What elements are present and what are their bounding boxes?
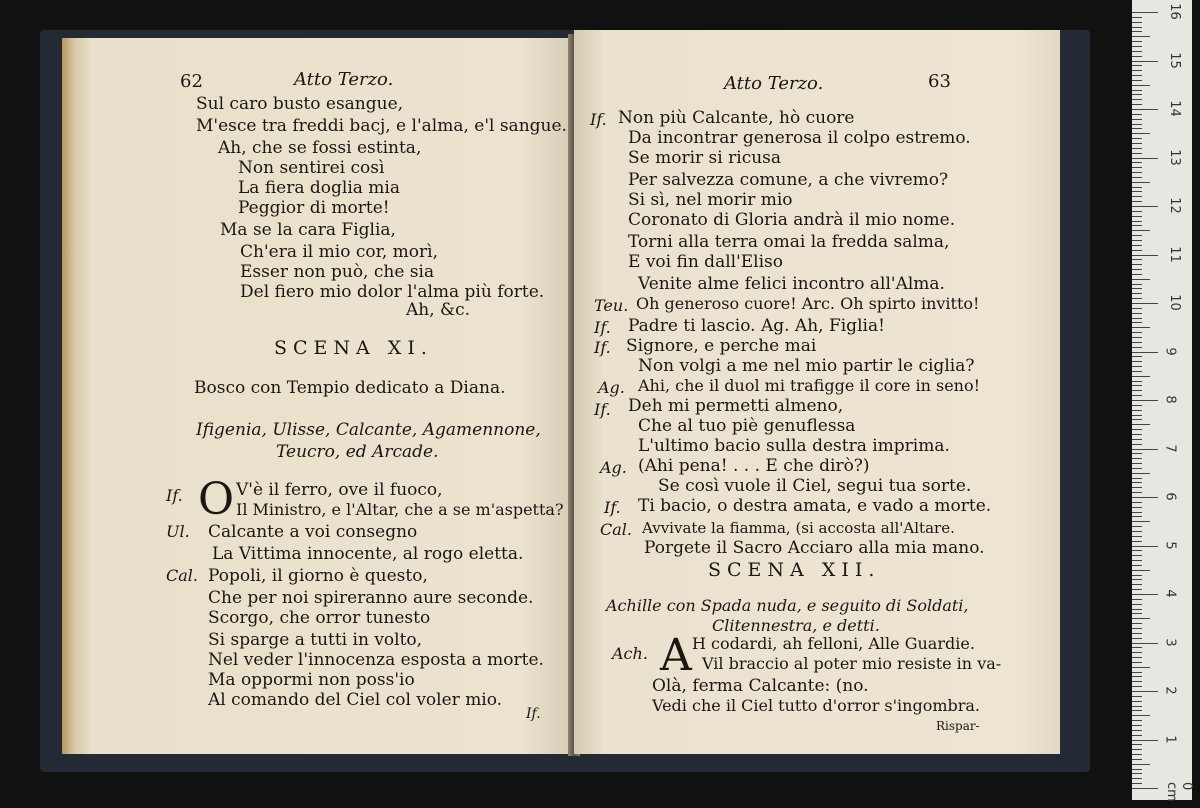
dialogue-line: Porgete il Sacro Acciaro alla mia mano. xyxy=(644,538,985,558)
ruler-minor-tick xyxy=(1132,531,1142,532)
ruler-minor-tick xyxy=(1132,744,1142,745)
drop-cap: A xyxy=(660,630,692,681)
ruler-minor-tick xyxy=(1132,618,1150,619)
verse-line: Ah, che se fossi estinta, xyxy=(218,138,422,158)
ruler-minor-tick xyxy=(1132,526,1142,527)
speaker-label: Ag. xyxy=(600,458,627,477)
ruler-minor-tick xyxy=(1132,652,1142,653)
ruler-major-tick xyxy=(1132,788,1158,789)
ruler-minor-tick xyxy=(1132,332,1142,333)
ruler-minor-tick xyxy=(1132,560,1142,561)
ruler-minor-tick xyxy=(1132,710,1142,711)
dialogue-line: L'ultimo bacio sulla destra imprima. xyxy=(638,436,950,456)
dialogue-line: Padre ti lascio. Ag. Ah, Figlia! xyxy=(628,316,885,336)
ruler-minor-tick xyxy=(1132,31,1142,32)
ruler-label: 12 xyxy=(1166,197,1182,214)
ruler-minor-tick xyxy=(1132,628,1142,629)
ruler-minor-tick xyxy=(1132,99,1142,100)
catchword: If. xyxy=(526,706,541,722)
ruler-minor-tick xyxy=(1132,221,1142,222)
dialogue-line: Olà, ferma Calcante: (no. xyxy=(652,676,869,696)
ruler-minor-tick xyxy=(1132,46,1142,47)
ruler-minor-tick xyxy=(1132,56,1142,57)
ruler-label: 5 xyxy=(1162,540,1178,550)
scene-setting: Achille con Spada nuda, e seguito di Soldati, xyxy=(606,596,969,615)
scene-heading: SCENA XII. xyxy=(708,559,881,581)
ruler-minor-tick xyxy=(1132,453,1142,454)
scene-setting: Bosco con Tempio dedicato a Diana. xyxy=(194,378,506,398)
ruler-minor-tick xyxy=(1132,191,1142,192)
dialogue-line: Torni alla terra omai la fredda salma, xyxy=(628,232,950,252)
ruler-minor-tick xyxy=(1132,657,1142,658)
speaker-label: If. xyxy=(604,498,621,517)
ruler-major-tick xyxy=(1132,158,1158,159)
scene-setting: Clitennestra, e detti. xyxy=(712,616,880,635)
ruler-minor-tick xyxy=(1132,516,1142,517)
ruler-minor-tick xyxy=(1132,575,1142,576)
ruler-minor-tick xyxy=(1132,342,1142,343)
ruler-minor-tick xyxy=(1132,187,1142,188)
ruler-minor-tick xyxy=(1132,385,1142,386)
ruler-minor-tick xyxy=(1132,51,1142,52)
ruler-major-tick xyxy=(1132,206,1158,207)
ruler-minor-tick xyxy=(1132,36,1150,37)
dialogue-line: Signore, e perche mai xyxy=(626,336,817,356)
ruler-minor-tick xyxy=(1132,230,1150,231)
ruler-minor-tick xyxy=(1132,478,1142,479)
ruler-minor-tick xyxy=(1132,274,1142,275)
dialogue-line: Ahi, che il duol mi trafigge il core in seno! xyxy=(638,376,981,395)
ruler-minor-tick xyxy=(1132,133,1150,134)
page-number: 62 xyxy=(180,71,203,92)
ruler-minor-tick xyxy=(1132,439,1142,440)
ruler-minor-tick xyxy=(1132,419,1142,420)
ruler-minor-tick xyxy=(1132,502,1142,503)
ruler-minor-tick xyxy=(1132,17,1142,18)
ruler-minor-tick xyxy=(1132,381,1142,382)
right-page xyxy=(574,30,1060,754)
page-number: 63 xyxy=(928,71,951,92)
ruler-minor-tick xyxy=(1132,90,1142,91)
ruler-minor-tick xyxy=(1132,80,1142,81)
ruler-major-tick xyxy=(1132,691,1158,692)
ruler-minor-tick xyxy=(1132,609,1142,610)
ruler-minor-tick xyxy=(1132,172,1142,173)
ruler-minor-tick xyxy=(1132,769,1142,770)
ruler-minor-tick xyxy=(1132,361,1142,362)
ruler-minor-tick xyxy=(1132,279,1150,280)
dialogue-line: Non più Calcante, hò cuore xyxy=(618,108,855,128)
verse-line: Peggior di morte! xyxy=(238,198,390,218)
verse-line: Del fiero mio dolor l'alma più forte. xyxy=(240,282,545,302)
speaker-label: If. xyxy=(594,400,611,419)
drop-cap: O xyxy=(198,474,235,525)
verse-line: Sul caro busto esangue, xyxy=(196,94,404,114)
speaker-label: If. xyxy=(166,486,183,505)
ruler-minor-tick xyxy=(1132,288,1142,289)
dialogue-line: Si sì, nel morir mio xyxy=(628,190,793,210)
ruler-minor-tick xyxy=(1132,347,1142,348)
ruler-minor-tick xyxy=(1132,201,1142,202)
ruler-minor-tick xyxy=(1132,754,1142,755)
dialogue-line: Venite alme felici incontro all'Alma. xyxy=(638,274,945,294)
ruler-major-tick xyxy=(1132,352,1158,353)
ruler-label: 1 xyxy=(1162,734,1178,744)
ruler-minor-tick xyxy=(1132,662,1142,663)
ruler-minor-tick xyxy=(1132,521,1150,522)
ruler-minor-tick xyxy=(1132,555,1142,556)
ruler-minor-tick xyxy=(1132,512,1142,513)
ruler-minor-tick xyxy=(1132,167,1142,168)
ruler-minor-tick xyxy=(1132,70,1142,71)
ruler-major-tick xyxy=(1132,109,1158,110)
ruler-minor-tick xyxy=(1132,94,1142,95)
ruler-minor-tick xyxy=(1132,434,1142,435)
verse-line: M'esce tra freddi bacj, e l'alma, e'l sangue. xyxy=(196,116,567,136)
ruler-minor-tick xyxy=(1132,706,1142,707)
dialogue-line: Non volgi a me nel mio partir le ciglia? xyxy=(638,356,975,376)
dialogue-line: Che al tuo piè genuflessa xyxy=(638,416,856,436)
ruler-minor-tick xyxy=(1132,604,1142,605)
ruler-minor-tick xyxy=(1132,667,1150,668)
speaker-label: If. xyxy=(594,318,611,337)
ruler-minor-tick xyxy=(1132,681,1142,682)
ruler-minor-tick xyxy=(1132,536,1142,537)
ruler-minor-tick xyxy=(1132,235,1142,236)
dialogue-line: Oh generoso cuore! Arc. Oh spirto invitto! xyxy=(636,294,980,313)
ruler-label: 2 xyxy=(1162,686,1178,695)
dialogue-line: Scorgo, che orror tunesto xyxy=(208,608,431,628)
verse-line: Ma se la cara Figlia, xyxy=(220,220,396,240)
verse-line: Esser non può, che sia xyxy=(240,262,435,282)
ruler-minor-tick xyxy=(1132,759,1142,760)
ruler-minor-tick xyxy=(1132,424,1150,425)
ruler-minor-tick xyxy=(1132,75,1142,76)
dialogue-line: Al comando del Ciel col voler mio. xyxy=(208,690,503,710)
ruler-label: 0 cm xyxy=(1164,782,1194,802)
ruler-minor-tick xyxy=(1132,696,1142,697)
ruler-minor-tick xyxy=(1132,415,1142,416)
dialogue-line: Se così vuole il Ciel, segui tua sorte. xyxy=(658,476,972,496)
ruler-minor-tick xyxy=(1132,250,1142,251)
ruler-label: 3 xyxy=(1162,637,1178,647)
dialogue-line: Se morir si ricusa xyxy=(628,148,782,168)
ruler-minor-tick xyxy=(1132,124,1142,125)
dialogue-line: Che per noi spireranno aure seconde. xyxy=(208,588,534,608)
ruler-minor-tick xyxy=(1132,725,1142,726)
ruler-major-tick xyxy=(1132,449,1158,450)
ruler-minor-tick xyxy=(1132,633,1142,634)
ruler-minor-tick xyxy=(1132,735,1142,736)
ruler-major-tick xyxy=(1132,255,1158,256)
ruler-minor-tick xyxy=(1132,298,1142,299)
running-head: Atto Terzo. xyxy=(724,73,824,94)
ruler-minor-tick xyxy=(1132,356,1142,357)
dialogue-line: E voi fin dall'Eliso xyxy=(628,252,783,272)
ruler-minor-tick xyxy=(1132,240,1142,241)
speaker-label: Cal. xyxy=(600,520,632,539)
ruler-minor-tick xyxy=(1132,730,1142,731)
ruler-label: 4 xyxy=(1162,589,1178,598)
ruler-minor-tick xyxy=(1132,613,1142,614)
ruler-minor-tick xyxy=(1132,327,1150,328)
ruler-minor-tick xyxy=(1132,468,1142,469)
speaker-label: Cal. xyxy=(166,566,198,585)
dialogue-line: (Ahi pena! . . . E che dirò?) xyxy=(638,456,870,476)
ruler-label: 8 xyxy=(1162,395,1178,404)
ruler-minor-tick xyxy=(1132,245,1142,246)
ruler-minor-tick xyxy=(1132,259,1142,260)
ruler-minor-tick xyxy=(1132,371,1142,372)
ruler-minor-tick xyxy=(1132,148,1142,149)
ruler-minor-tick xyxy=(1132,720,1142,721)
ruler-minor-tick xyxy=(1132,27,1142,28)
dialogue-line: V'è il ferro, ove il fuoco, xyxy=(236,480,443,500)
ruler-minor-tick xyxy=(1132,764,1150,765)
ruler-minor-tick xyxy=(1132,676,1142,677)
ruler-minor-tick xyxy=(1132,313,1142,314)
ruler-label: 6 xyxy=(1162,492,1178,501)
ruler-major-tick xyxy=(1132,61,1158,62)
ruler-minor-tick xyxy=(1132,507,1142,508)
ruler-minor-tick xyxy=(1132,686,1142,687)
ruler-minor-tick xyxy=(1132,65,1142,66)
ruler-label: 9 xyxy=(1162,346,1178,356)
left-page xyxy=(62,38,572,754)
ruler-minor-tick xyxy=(1132,308,1142,309)
dialogue-line: Vil braccio al poter mio resiste in va- xyxy=(702,654,1002,673)
ruler-minor-tick xyxy=(1132,182,1150,183)
dialogue-line: Si sparge a tutti in volto, xyxy=(208,630,423,650)
dialogue-line: Da incontrar generosa il colpo estremo. xyxy=(628,128,971,148)
speaker-label: Ach. xyxy=(612,644,648,663)
ruler-minor-tick xyxy=(1132,647,1142,648)
ruler-minor-tick xyxy=(1132,463,1142,464)
ruler-minor-tick xyxy=(1132,638,1142,639)
ruler-minor-tick xyxy=(1132,482,1142,483)
ruler-minor-tick xyxy=(1132,269,1142,270)
ruler-major-tick xyxy=(1132,546,1158,547)
ruler-minor-tick xyxy=(1132,429,1142,430)
speaker-label: If. xyxy=(590,110,607,129)
ruler-minor-tick xyxy=(1132,395,1142,396)
ruler-minor-tick xyxy=(1132,376,1150,377)
ruler-minor-tick xyxy=(1132,749,1142,750)
dialogue-line: Ti bacio, o destra amata, e vado a morte. xyxy=(638,496,992,516)
ruler-minor-tick xyxy=(1132,138,1142,139)
dialogue-line: H codardi, ah felloni, Alle Guardie. xyxy=(692,634,975,653)
ruler-minor-tick xyxy=(1132,541,1142,542)
ruler-minor-tick xyxy=(1132,22,1142,23)
ruler-minor-tick xyxy=(1132,410,1142,411)
ruler-minor-tick xyxy=(1132,85,1150,86)
ruler-major-tick xyxy=(1132,303,1158,304)
scene-heading: SCENA XI. xyxy=(274,337,433,359)
ruler-major-tick xyxy=(1132,594,1158,595)
ruler-major-tick xyxy=(1132,12,1158,13)
ruler-minor-tick xyxy=(1132,104,1142,105)
dialogue-line: La Vittima innocente, al rogo eletta. xyxy=(212,544,524,564)
ruler-minor-tick xyxy=(1132,487,1142,488)
ruler-minor-tick xyxy=(1132,162,1142,163)
ruler-minor-tick xyxy=(1132,196,1142,197)
catchword: Rispar- xyxy=(936,719,980,733)
verse-line: Ch'era il mio cor, morì, xyxy=(240,242,438,262)
ruler-label: 14 xyxy=(1166,100,1182,117)
dialogue-line: Deh mi permetti almeno, xyxy=(628,396,844,416)
ruler-minor-tick xyxy=(1132,599,1142,600)
ruler-label: 11 xyxy=(1166,245,1182,263)
ruler-minor-tick xyxy=(1132,623,1142,624)
ruler-minor-tick xyxy=(1132,284,1142,285)
ruler-minor-tick xyxy=(1132,366,1142,367)
dialogue-line: Popoli, il giorno è questo, xyxy=(208,566,428,586)
ruler-minor-tick xyxy=(1132,773,1142,774)
characters-list: Ifigenia, Ulisse, Calcante, Agamennone, xyxy=(196,420,541,440)
ruler-minor-tick xyxy=(1132,114,1142,115)
ruler-label: 13 xyxy=(1166,148,1182,166)
verse-line: La fiera doglia mia xyxy=(238,178,400,198)
ruler-minor-tick xyxy=(1132,216,1142,217)
ruler-major-tick xyxy=(1132,497,1158,498)
ruler-minor-tick xyxy=(1132,177,1142,178)
characters-list: Teucro, ed Arcade. xyxy=(276,442,439,462)
ruler-minor-tick xyxy=(1132,41,1142,42)
ruler-major-tick xyxy=(1132,400,1158,401)
ruler-minor-tick xyxy=(1132,778,1142,779)
ruler-label: 16 xyxy=(1166,3,1182,20)
ruler-minor-tick xyxy=(1132,565,1142,566)
dialogue-line: Il Ministro, e l'Altar, che a se m'aspetta? xyxy=(236,500,564,519)
speaker-label: Ag. xyxy=(598,378,625,397)
ruler-minor-tick xyxy=(1132,337,1142,338)
ruler-minor-tick xyxy=(1132,264,1142,265)
ruler-minor-tick xyxy=(1132,458,1142,459)
dialogue-line: Ma oppormi non poss'io xyxy=(208,670,415,690)
verse-line: Ah, &c. xyxy=(406,300,471,320)
dialogue-line: Nel veder l'innocenza esposta a morte. xyxy=(208,650,544,670)
ruler-minor-tick xyxy=(1132,128,1142,129)
dialogue-line: Calcante a voi consegno xyxy=(208,522,418,542)
ruler-minor-tick xyxy=(1132,390,1142,391)
dialogue-line: Vedi che il Ciel tutto d'orror s'ingombra. xyxy=(652,696,981,715)
ruler-minor-tick xyxy=(1132,492,1142,493)
ruler-minor-tick xyxy=(1132,672,1142,673)
ruler-minor-tick xyxy=(1132,225,1142,226)
ruler-minor-tick xyxy=(1132,211,1142,212)
speaker-label: Ul. xyxy=(166,522,190,541)
dialogue-line: Per salvezza comune, a che vivremo? xyxy=(628,170,949,190)
ruler-minor-tick xyxy=(1132,322,1142,323)
measuring-ruler xyxy=(1132,0,1192,800)
speaker-label: If. xyxy=(594,338,611,357)
ruler-minor-tick xyxy=(1132,293,1142,294)
ruler-minor-tick xyxy=(1132,143,1142,144)
dialogue-line: Coronato di Gloria andrà il mio nome. xyxy=(628,210,956,230)
ruler-minor-tick xyxy=(1132,405,1142,406)
ruler-minor-tick xyxy=(1132,584,1142,585)
ruler-minor-tick xyxy=(1132,701,1142,702)
ruler-minor-tick xyxy=(1132,589,1142,590)
ruler-minor-tick xyxy=(1132,119,1142,120)
ruler-minor-tick xyxy=(1132,550,1142,551)
ruler-label: 15 xyxy=(1166,51,1182,69)
ruler-minor-tick xyxy=(1132,153,1142,154)
ruler-minor-tick xyxy=(1132,318,1142,319)
verse-line: Non sentirei così xyxy=(238,158,385,178)
ruler-minor-tick xyxy=(1132,783,1142,784)
ruler-major-tick xyxy=(1132,740,1158,741)
speaker-label: Teu. xyxy=(594,296,629,315)
ruler-label: 10 xyxy=(1166,294,1182,311)
ruler-minor-tick xyxy=(1132,570,1150,571)
ruler-major-tick xyxy=(1132,643,1158,644)
running-head: Atto Terzo. xyxy=(294,69,394,90)
ruler-minor-tick xyxy=(1132,579,1142,580)
dialogue-line: Avvivate la fiamma, (si accosta all'Altare. xyxy=(642,519,955,537)
ruler-minor-tick xyxy=(1132,715,1150,716)
ruler-minor-tick xyxy=(1132,444,1142,445)
ruler-label: 7 xyxy=(1162,443,1178,453)
ruler-minor-tick xyxy=(1132,473,1150,474)
